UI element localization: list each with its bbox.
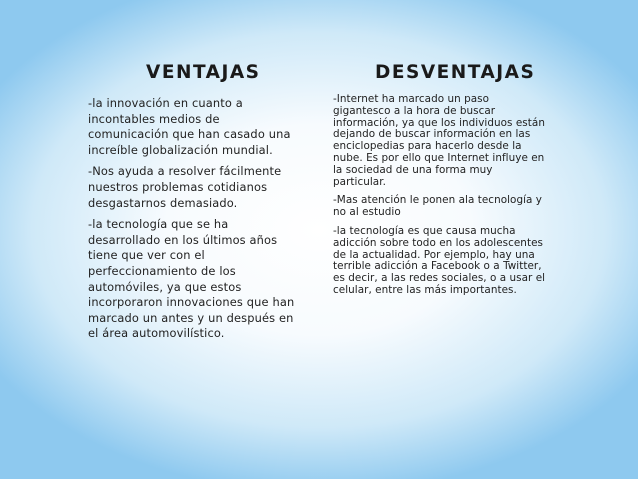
desventajas-column (333, 62, 548, 304)
desventajas-item: -Internet ha marcado un paso gigantesco a la hora de buscar información, ya que los individuos están dejando de buscar información en las enciclopedias para hacerlo desde la nube. Es por ello que Internet influye en la sociedad de una forma muy particular. (333, 93, 545, 188)
ventajas-item: -la innovación en cuanto a incontables medios de comunicación que han casado una increíble globalización mundial. (88, 96, 291, 157)
desventajas-item: -Mas atención le ponen ala tecnología y no al estudio (333, 194, 543, 219)
ventajas-item: -la tecnología que se ha desarrollado en los últimos años tiene que ver con el perfeccionamiento de los automóviles, ya que estos incorporaron innovaciones que han marcado un antes y un después en el área automovilístico. (88, 217, 295, 341)
ventajas-item: -Nos ayuda a resolver fácilmente nuestros problemas cotidianos desgastarnos demasiado. (88, 164, 282, 210)
desventajas-heading: DESVENTAJAS (375, 62, 536, 83)
ventajas-column (88, 62, 303, 348)
ventajas-heading: VENTAJAS (146, 62, 261, 83)
desventajas-item: -la tecnología es que causa mucha adicción sobre todo en los adolescentes de la actualidad. Por ejemplo, hay una terrible adicción a Facebook o a Twitter, es decir, a las redes sociales, o a usar el celular, entre las más importantes. (333, 224, 546, 296)
